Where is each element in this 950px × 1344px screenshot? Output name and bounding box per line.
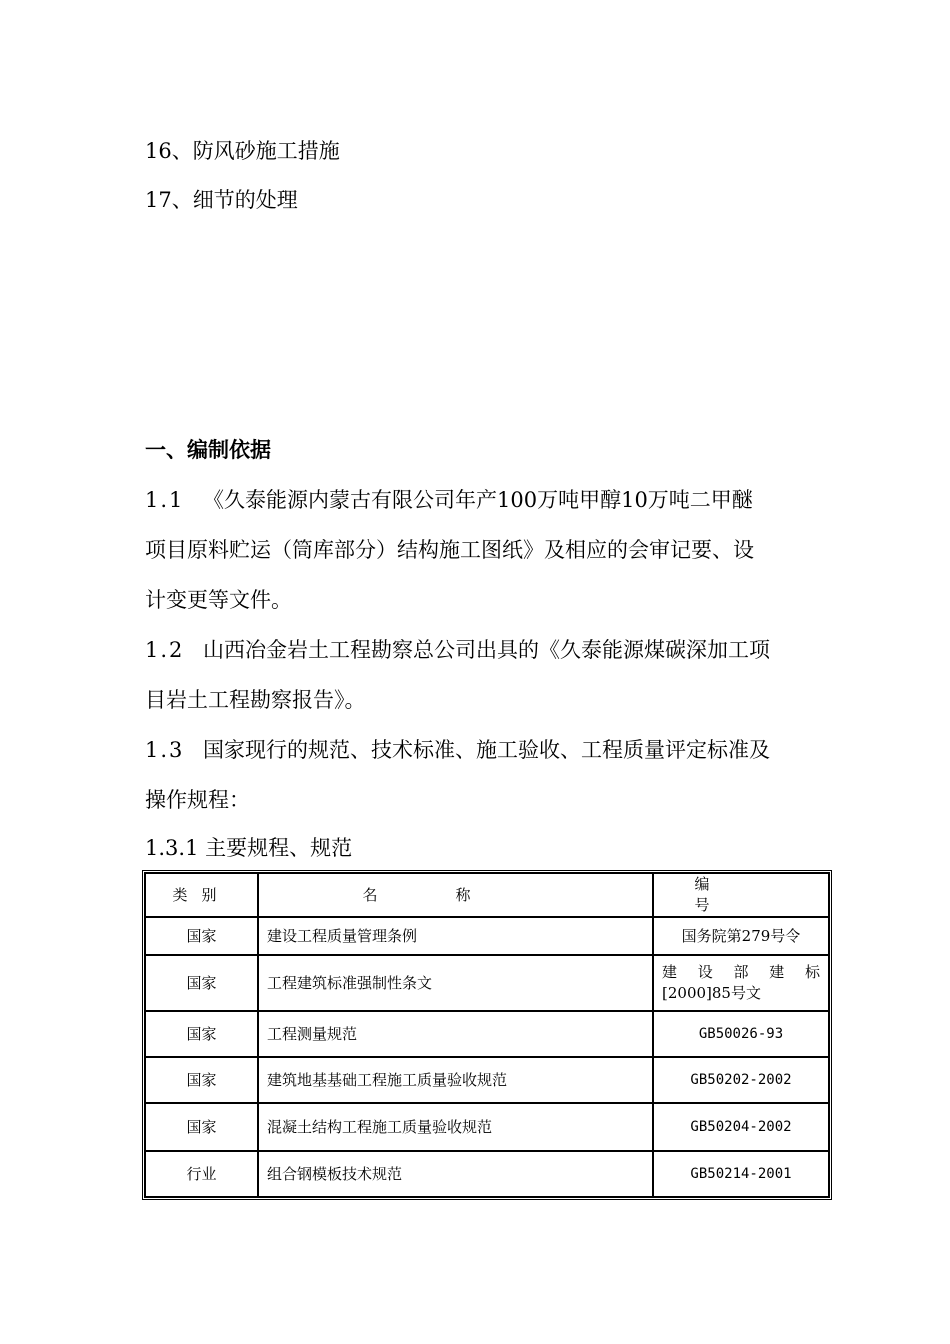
row-code: GB50204-2002 — [653, 1103, 829, 1151]
row-category: 国家 — [145, 1057, 258, 1103]
clause-1-3-line-2: 操作规程： — [145, 788, 250, 812]
row-name: 工程建筑标准强制性条文 — [258, 955, 653, 1011]
clause-1-2-line-2: 目岩土工程勘察报告》。 — [145, 688, 366, 712]
table-row — [145, 1011, 829, 1057]
header-category: 类别 — [145, 873, 258, 917]
clause-1-2-line-1 — [145, 636, 770, 664]
clause-1-1-line-1 — [145, 486, 753, 514]
row-name: 建筑地基基础工程施工质量验收规范 — [258, 1057, 653, 1103]
row-name: 建设工程质量管理条例 — [258, 917, 653, 955]
toc-item-17: 17、细节的处理 — [145, 188, 298, 212]
clause-text: 《久泰能源内蒙古有限公司年产100万吨甲醇10万吨二甲醚 — [203, 488, 753, 512]
table-row — [145, 1151, 829, 1197]
standards-table — [144, 872, 830, 1198]
header-name: 名称 — [362, 885, 549, 904]
clause-text: 山西冶金岩土工程勘察总公司出具的《久泰能源煤碳深加工项 — [203, 638, 770, 662]
section-heading: 一、编制依据 — [145, 437, 271, 462]
row-category: 国家 — [145, 917, 258, 955]
table-row — [145, 1103, 829, 1151]
table-row — [145, 955, 829, 1011]
clause-1-1-line-3: 计变更等文件。 — [145, 588, 292, 612]
row-code: 国务院第279号令 — [653, 917, 829, 955]
clause-1-3-line-1 — [145, 736, 770, 764]
row-category: 国家 — [145, 955, 258, 1011]
row-category: 国家 — [145, 1103, 258, 1151]
subsection-heading: 1.3.1 主要规程、规范 — [145, 836, 353, 860]
clause-text: 国家现行的规范、技术标准、施工验收、工程质量评定标准及 — [203, 738, 770, 762]
row-code: GB50202-2002 — [653, 1057, 829, 1103]
header-code: 编号 — [694, 875, 788, 914]
toc-item-16: 16、防风砂施工措施 — [145, 139, 340, 163]
row-category: 国家 — [145, 1011, 258, 1057]
clause-number: 1.2 — [145, 638, 185, 662]
row-code-line-1: 建设部建标 — [662, 963, 820, 981]
row-code: GB50214-2001 — [653, 1151, 829, 1197]
row-name: 工程测量规范 — [258, 1011, 653, 1057]
row-name: 混凝土结构工程施工质量验收规范 — [258, 1103, 653, 1151]
table-row — [145, 1057, 829, 1103]
table-row — [145, 917, 829, 955]
row-name: 组合钢模板技术规范 — [258, 1151, 653, 1197]
clause-number: 1.3 — [145, 738, 185, 762]
clause-number: 1.1 — [145, 488, 185, 512]
clause-1-1-line-2: 项目原料贮运（筒库部分）结构施工图纸》及相应的会审记要、设 — [145, 538, 754, 562]
table-header-row — [145, 873, 829, 917]
row-category: 行业 — [145, 1151, 258, 1197]
row-code: GB50026-93 — [653, 1011, 829, 1057]
row-code-line-2: [2000]85号文 — [662, 984, 761, 1002]
